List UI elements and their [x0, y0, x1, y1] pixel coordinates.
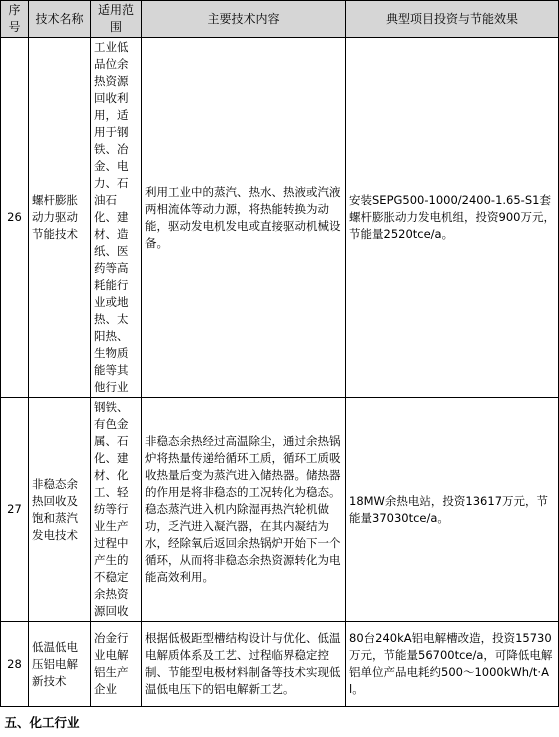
header-name: 技术名称 — [29, 1, 91, 38]
row-seq: 28 — [1, 622, 29, 707]
row-effect: 80台240kA铝电解槽改造，投资15730万元，节能量56700tce/a，可降低电解铝单位产品电耗约500～1000kWh/t·Al。 — [346, 622, 559, 707]
header-scope: 适用范围 — [91, 1, 142, 38]
row-scope: 冶金行业电解铝生产企业 — [91, 622, 142, 707]
row-effect: 18MW余热电站，投资13617万元，节能量37030tce/a。 — [346, 398, 559, 622]
header-main-content: 主要技术内容 — [142, 1, 346, 38]
table-row — [1, 622, 559, 707]
row-effect: 安装SEPG500-1000/2400-1.65-S1套螺杆膨胀动力发电机组，投资900万元，节能量2520tce/a。 — [346, 38, 559, 398]
table-row — [1, 398, 559, 622]
row-seq: 26 — [1, 38, 29, 398]
header-effect: 典型项目投资与节能效果 — [346, 1, 559, 38]
row-main-content: 根据低极距型槽结构设计与优化、低温电解质体系及工艺、过程临界稳定控制、节能型电极材料制备等技术实现低温低电压下的铝电解新工艺。 — [142, 622, 346, 707]
row-scope: 钢铁、有色金属、石化、建材、化工、轻纺等行业生产过程中产生的不稳定余热资源回收 — [91, 398, 142, 622]
row-tech-name: 非稳态余热回收及饱和蒸汽发电技术 — [29, 398, 91, 622]
section-title: 五、化工行业 — [1, 707, 559, 737]
row-main-content: 非稳态余热经过高温除尘，通过余热锅炉将热量传递给循环工质，循环工质吸收热量后变为蒸汽进入储热器。储热器的作用是将非稳态的工况转化为稳态。稳态蒸汽进入机内除湿再热汽轮机做功，乏汽进入凝汽器，在其内凝结为水，经除氧后返回余热锅炉开始下一个循环，从而将非稳态余热资源转化为电能高效利用。 — [142, 398, 346, 622]
header-seq: 序号 — [1, 1, 29, 38]
table-header-row — [1, 1, 559, 38]
row-seq: 27 — [1, 398, 29, 622]
row-main-content: 利用工业中的蒸汽、热水、热液或汽液两相流体等动力源，将热能转换为动能，驱动发电机发电或直接驱动机械设备。 — [142, 38, 346, 398]
section-heading-row — [1, 707, 559, 737]
row-scope: 工业低品位余热资源回收利用，适用于钢铁、冶金、电力、石油石化、建材、造纸、医药等高耗能行业或地热、太阳热、生物质能等其他行业 — [91, 38, 142, 398]
table-row — [1, 38, 559, 398]
row-tech-name: 螺杆膨胀动力驱动节能技术 — [29, 38, 91, 398]
row-tech-name: 低温低电压铝电解新技术 — [29, 622, 91, 707]
